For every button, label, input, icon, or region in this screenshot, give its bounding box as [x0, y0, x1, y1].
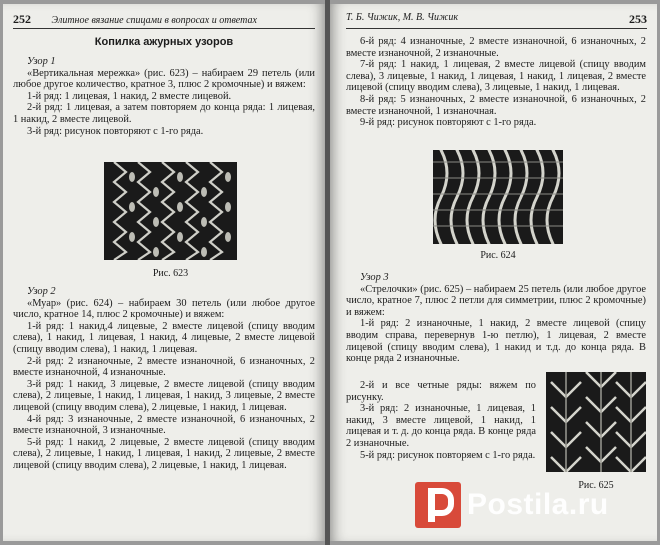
pattern3-row2: 2-й и все четные ряды: вяжем по рисунку.: [346, 380, 536, 403]
section-title: Копилка ажурных узоров: [94, 36, 234, 48]
pattern2-row6: 6-й ряд: 4 изнаночные, 2 вместе изнаночной, 6 изнаночных, 2 вместе изнаночной, 2 изнаночные.: [346, 36, 646, 59]
pattern2-row8: 8-й ряд: 5 изнаночных, 2 вместе изнаночной, 6 изнаночных, 2 вместе изнаночной, 1 изнаночная.: [346, 93, 646, 117]
left-running-head-title: Элитное вязание спицами в вопросах и ответах: [51, 15, 257, 26]
pattern1-row1: 1-й ряд: 1 лицевая, 1 накид, 2 вместе лицевой.: [27, 90, 232, 102]
pattern2-row2: 2-й ряд: 2 изнаночные, 2 вместе изнаночной, 6 изнаночных, 2 вместе изнаночной, 4 изнаночные.: [13, 355, 315, 379]
figure-624-caption: Рис. 624: [480, 250, 516, 261]
left-page-number: 252: [13, 12, 31, 26]
pattern2-block: [13, 286, 315, 472]
pattern1-intro: «Вертикальная мережка» (рис. 623) – набираем 29 петель (или любое другое количество, кратное 3, плюс 2 кромочные) и вяжем:: [13, 67, 315, 91]
pattern2-intro: «Муар» (рис. 624) – набираем 30 петель (или любое другое число, кратное 14, плюс 2 кромочные) и вяжем:: [13, 297, 315, 321]
pattern3-heading: Узор 3: [360, 272, 389, 283]
right-header-rule: [346, 28, 647, 29]
right-running-head: [346, 12, 647, 27]
pattern1-heading: Узор 1: [27, 56, 56, 67]
pattern1-row2: 2-й ряд: 1 лицевая, а затем повторяем до конца ряда: 1 лицевая, 1 накид, 2 вместе лицевой.: [13, 102, 315, 125]
pattern3-rows-block: [346, 380, 536, 461]
pattern3-intro: «Стрелочки» (рис. 625) – набираем 25 петель (или любое другое число, кратное 7, плюс 2 петли для симметрии, плюс 2 кромочные) и вяжем:: [346, 283, 646, 318]
right-page-number: 253: [629, 12, 647, 26]
figure-624-image: [433, 150, 563, 244]
postila-logo-icon: [415, 482, 461, 528]
pattern2-continued-block: [346, 36, 646, 129]
figure-623-caption: Рис. 623: [152, 268, 189, 279]
pattern2-row1: 1-й ряд: 1 накид,4 лицевые, 2 вместе лицевой (спицу вводим слева), 1 накид, 1 лицевая, 1 накид, 4 лицевые, 2 вместе лицевой (спицу вводим слева), 1 накид, 1 лицевая.: [13, 320, 315, 355]
pattern2-row9: 9-й ряд: рисунок повторяют с 1-го ряда.: [360, 117, 537, 129]
figure-623-image: [104, 162, 237, 260]
pattern2-row5: 5-й ряд: 1 накид, 2 лицевые, 2 вместе лицевой (спицу вводим слева), 2 лицевые, 1 накид, 1 лицевая, 1 накид, 2 лицевые, 2 вместе лицевой (спицу вводим слева), 2 лицевые, 1 накид, 1 лицевая.: [13, 436, 315, 471]
left-running-head: [13, 12, 315, 27]
pattern2-row7: 7-й ряд: 1 накид, 1 лицевая, 2 вместе лицевой (спицу вводим слева), 3 лицевые, 1 накид, 1 лицевая, 1 накид, 1 лицевая, 2 вместе лицевой (спицу вводим слева), 3 лицевые, 1 накид, 1 лицевая.: [346, 59, 646, 94]
pattern3-row1: 1-й ряд: 2 изнаночные, 1 накид, 2 вместе лицевой (спицу вводим справа, перевернув 1-ю петлю), 1 лицевая, 2 вместе лицевой (спицу вводим слева), 1 накид и т.д. до конца ряда. В конце ряда 2 изнаночные.: [346, 318, 646, 365]
postila-watermark: [415, 482, 655, 530]
right-page: [330, 4, 657, 541]
pattern2-row4: 4-й ряд: 3 изнаночные, 2 вместе изнаночной, 6 изнаночных, 2 вместе изнаночной, 3 изнаночные.: [13, 413, 315, 437]
right-running-head-title: Т. Б. Чижик, М. В. Чижик: [346, 12, 459, 23]
pattern1-block: [13, 56, 315, 137]
pattern3-row5: 5-й ряд: рисунок повторяем с 1-го ряда.: [360, 449, 536, 461]
left-page: [3, 4, 325, 541]
figure-625-image: [546, 372, 646, 472]
figure-625-caption: Рис. 625: [578, 480, 614, 491]
pattern3-intro-block: [346, 272, 646, 365]
postila-watermark-text: Postila.ru: [467, 488, 609, 521]
left-header-rule: [13, 28, 315, 29]
pattern2-row3: 3-й ряд: 1 накид, 3 лицевые, 2 вместе лицевой (спицу вводим слева), 2 лицевые, 1 накид, 1 лицевая, 1 накид, 3 лицевые, 2 вместе лицевой (спицу вводим слева), 2 лицевые, 1 накид, 1 лицевая.: [13, 378, 315, 413]
pattern1-row3: 3-й ряд: рисунок повторяют с 1-го ряда.: [27, 125, 204, 137]
pattern2-heading: Узор 2: [27, 286, 56, 297]
pattern3-row3: 3-й ряд: 2 изнаночные, 1 лицевая, 1 накид, 3 вместе лицевой, 1 накид, 1 лицевая и т. д. до конца ряда. В конце ряда 2 изнаночные.: [346, 403, 536, 449]
